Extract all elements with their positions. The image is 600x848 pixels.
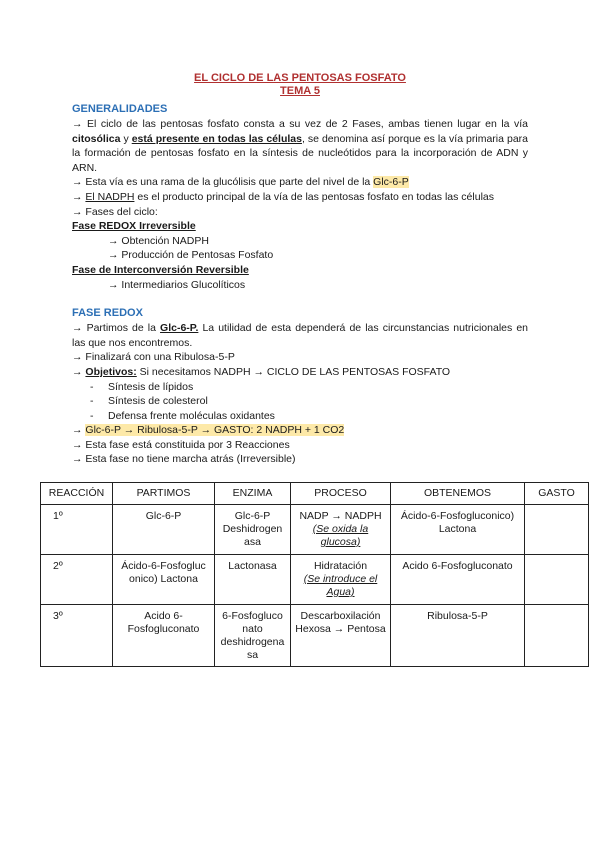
cell-partimos: Acido 6-Fosfogluconato: [113, 605, 215, 667]
list-item: → Obtención NADPH: [108, 234, 209, 247]
cell-enzima: Lactonasa: [215, 555, 291, 605]
cell-gasto: [525, 505, 589, 555]
fase-redox-label: Fase REDOX Irreversible: [72, 220, 196, 233]
cell-proceso: Descarboxilación Hexosa → Pentosa: [291, 605, 391, 667]
fase-interconversion-label: Fase de Interconversión Reversible: [72, 263, 249, 276]
bullet-item: - Síntesis de colesterol: [72, 394, 528, 409]
reactions-table: [40, 482, 589, 667]
cell-reaccion: 2º: [41, 555, 113, 605]
paragraph-reacciones: → Esta fase está constituida por 3 Reacciones: [72, 438, 290, 451]
cell-partimos: Ácido-6-Fosfogluc onico) Lactona: [113, 555, 215, 605]
paragraph-intro: → El ciclo de las pentosas fosfato consta a su vez de 2 Fases, ambas tienen lugar en la vía citosólica y está presente en todas las células, se denomina así porque es la vía primaria para la formación de pentosas fosfato en la síntesis de nucleótidos para la incorporación de ADN y ARN.: [72, 118, 528, 174]
column-header: PROCESO: [291, 483, 391, 505]
column-header: ENZIMA: [215, 483, 291, 505]
cell-partimos: Glc-6-P: [113, 505, 215, 555]
cell-reaccion: 1º: [41, 505, 113, 555]
bullet-item: - Síntesis de lípidos: [72, 380, 528, 395]
paragraph-objetivos: → Objetivos: Si necesitamos NADPH → CICLO DE LAS PENTOSAS FOSFATO: [72, 365, 451, 378]
paragraph-irreversible: → Esta fase no tiene marcha atrás (Irreversible): [72, 453, 296, 466]
cell-proceso: NADP → NADPH (Se oxida la glucosa): [291, 505, 391, 555]
section-heading-fase-redox: FASE REDOX: [72, 307, 143, 320]
column-header: OBTENEMOS: [391, 483, 525, 505]
cell-reaccion: 3º: [41, 605, 113, 667]
cell-gasto: [525, 555, 589, 605]
cell-gasto: [525, 605, 589, 667]
paragraph-nadph: → El NADPH es el producto principal de la vía de las pentosas fosfato en todas las células: [72, 190, 494, 203]
cell-obtenemos: Acido 6-Fosfogluconato: [391, 555, 525, 605]
paragraph-fases: → Fases del ciclo:: [72, 205, 158, 218]
cell-enzima: 6-Fosfogluco nato deshidrogena sa: [215, 605, 291, 667]
table-row: [41, 605, 589, 667]
table-row: [41, 505, 589, 555]
cell-proceso: Hidratación (Se introduce el Agua): [291, 555, 391, 605]
bullet-item: - Defensa frente moléculas oxidantes: [72, 409, 528, 424]
document-title: EL CICLO DE LAS PENTOSAS FOSFATO: [194, 72, 406, 84]
list-item: → Producción de Pentosas Fosfato: [108, 249, 274, 262]
column-header: REACCIÓN: [41, 483, 113, 505]
paragraph-partimos: → Partimos de la Glc-6-P. La utilidad de esta dependerá de las circunstancias nutricionales en las que nos encontremos.: [72, 322, 528, 349]
paragraph-reaction-summary: → Glc-6-P → Ribulosa-5-P → GASTO: 2 NADPH + 1 CO2: [72, 424, 345, 437]
list-item: → Intermediarios Glucolíticos: [108, 278, 246, 291]
document-page: [72, 72, 528, 467]
cell-obtenemos: Ácido-6-Fosfogluconico) Lactona: [391, 505, 525, 555]
section-heading-generalidades: GENERALIDADES: [72, 103, 168, 115]
paragraph-finaliza: → Finalizará con una Ribulosa-5-P: [72, 351, 235, 364]
table-row: [41, 555, 589, 605]
column-header: PARTIMOS: [113, 483, 215, 505]
cell-obtenemos: Ribulosa-5-P: [391, 605, 525, 667]
table-header-row: [41, 483, 589, 505]
column-header: GASTO: [525, 483, 589, 505]
paragraph-glucolisis: → Esta vía es una rama de la glucólisis que parte del nivel de la Glc-6-P: [72, 176, 409, 189]
cell-enzima: Glc-6-P Deshidrogen asa: [215, 505, 291, 555]
document-subtitle: TEMA 5: [280, 85, 320, 97]
